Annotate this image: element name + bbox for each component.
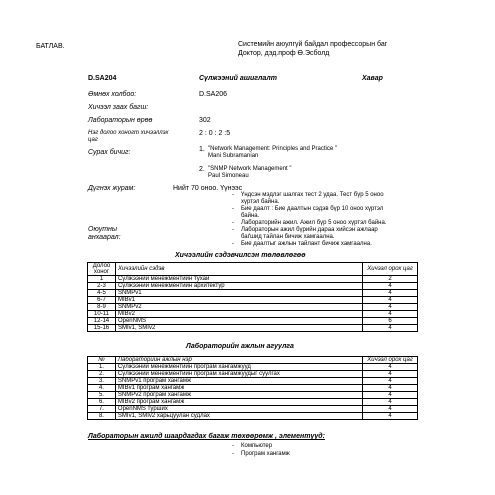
hours-cell: 4	[363, 290, 418, 297]
hours-cell: 4	[363, 399, 418, 406]
lab-cell: SNMPv2 програм хангамж	[115, 392, 362, 399]
week-cell: 8-9	[88, 304, 116, 311]
lab-cell: SNMPv1 програм хангамж	[115, 378, 362, 385]
topics-table-title: Хичээлийн сэдэвчилсэн төлөвлөгөө	[175, 252, 306, 259]
topic-cell: Сүлжээний менежментийн тухай	[115, 276, 362, 283]
grading-item: Бие даалт : Бие даалтын сэдэв бүр 10 оноо хүртэл	[241, 206, 384, 212]
num-cell: 3.	[88, 378, 116, 385]
column-header: Лабораторийн ажлын нэр	[115, 357, 362, 364]
topics-table	[87, 262, 418, 332]
grading-item: Үндсэн мэдлэг шалгах тест 2 удаа. Тест бүр 5 оноо	[241, 192, 384, 198]
textbook-num: 2.	[199, 166, 205, 173]
table-row	[88, 413, 418, 420]
topic-cell: OpenNMS	[115, 318, 362, 325]
signer-name: Доктор, дэд.проф Ө.Эсболд	[238, 50, 330, 57]
table-row	[88, 318, 418, 325]
table-row	[88, 283, 418, 290]
grading-item: Бие даалтыг ажлын тайлант бичиж хамгаална.	[241, 241, 372, 247]
table-row	[88, 371, 418, 378]
hours-cell: 4	[363, 311, 418, 318]
topic-cell: MIBv1	[115, 297, 362, 304]
table-header-row	[88, 263, 418, 276]
lab-cell: MIBv1 програм хангамж	[115, 385, 362, 392]
table-row	[88, 392, 418, 399]
textbook-num: 1.	[199, 146, 205, 153]
topic-cell: Сүлжээний менежментийн архитектур	[115, 283, 362, 290]
hours-cell: 4	[363, 413, 418, 420]
num-cell: 7.	[88, 406, 116, 413]
hours-cell: 4	[363, 283, 418, 290]
grading-item: хүртэл байна.	[241, 199, 280, 205]
hours-cell: 4	[363, 325, 418, 332]
num-cell: 6.	[88, 399, 116, 406]
num-cell: 4.	[88, 385, 116, 392]
lab-cell: SMIv1, SMIv2 харьцуулан судлах	[115, 413, 362, 420]
table-row	[88, 304, 418, 311]
table-row	[88, 399, 418, 406]
week-cell: 4-5	[88, 290, 116, 297]
approved-label: БАТЛАВ.	[36, 43, 65, 50]
topic-cell: MIBv2	[115, 311, 362, 318]
num-cell: 8.	[88, 413, 116, 420]
equipment-item: Компьютер	[241, 443, 273, 449]
lab-cell: Сүлжээний менежментийн програм хангамжууд	[115, 364, 362, 371]
hours-cell: 4	[363, 378, 418, 385]
course-season: Хавар	[362, 75, 383, 82]
info-label: Нэг долоо хоногт хичээллэх цаг	[88, 130, 169, 143]
week-cell: 10-11	[88, 311, 116, 318]
table-row	[88, 406, 418, 413]
topic-cell: SNMPv2	[115, 304, 362, 311]
signer-title: Системийн аюулгүй байдал профессорын баг	[238, 41, 388, 48]
table-header-row	[88, 357, 418, 364]
hours-cell: 4	[363, 392, 418, 399]
week-cell: 6-7	[88, 297, 116, 304]
grading-item: Лабораторын ажил бүрийн дараа хийсэн ажлаар	[241, 227, 378, 233]
num-cell: 2.	[88, 371, 116, 378]
course-code: D.SA204	[88, 75, 117, 82]
equipment-title: Лабораторын ажилд шаардагдах багаж төхөөрөмж , элементүүд:	[88, 433, 325, 440]
lab-cell: Сүлжээний менежментийн програм хангамжуудыг суулгах	[115, 371, 362, 378]
hours-cell: 4	[363, 406, 418, 413]
info-label: Хичээл заах багш:	[88, 104, 149, 111]
week-cell: 2-3	[88, 283, 116, 290]
note-label: анхаарал:	[88, 234, 121, 241]
grading-item: Лабораторийн ажил. Ажил бүр 5 оноо хүртэл байна.	[241, 220, 387, 226]
table-row	[88, 325, 418, 332]
hours-cell: 2	[363, 276, 418, 283]
hours-cell: 6	[363, 318, 418, 325]
topic-cell: SNMPv1	[115, 290, 362, 297]
column-header: Хичээл орох цаг	[363, 263, 418, 276]
table-row	[88, 364, 418, 371]
grading-bullet: -	[232, 241, 234, 247]
table-row	[88, 276, 418, 283]
table-row	[88, 378, 418, 385]
table-row	[88, 290, 418, 297]
column-header: Хичээл орох цаг	[363, 357, 418, 364]
info-value: 302	[199, 117, 211, 124]
textbook-author: Paul Simoneau	[208, 173, 249, 179]
textbooks-label: Сурах бичиг:	[88, 149, 131, 156]
hours-cell: 4	[363, 385, 418, 392]
info-value: 2 : 0 : 2 :5	[199, 130, 231, 137]
info-label: Лабораторын өрөө	[88, 117, 153, 124]
grading-total: Нийт 70 оноо. Үүнээс	[173, 185, 243, 192]
equipment-bullet: -	[232, 451, 234, 457]
column-header: №	[88, 357, 116, 364]
grading-label: Дүгнэх журам:	[88, 185, 136, 192]
table-row	[88, 385, 418, 392]
hours-cell: 4	[363, 304, 418, 311]
grading-item: баґшид тайлан бичиж хамгаална.	[241, 234, 335, 240]
grading-bullet: -	[232, 220, 234, 226]
week-cell: 1	[88, 276, 116, 283]
textbook-author: Mani Subramanian	[208, 153, 259, 159]
hours-cell: 4	[363, 364, 418, 371]
grading-bullet: -	[232, 227, 234, 233]
info-label: Өмнөх холбоо:	[88, 91, 137, 98]
lab-cell: MIBv2 програм хангамж	[115, 399, 362, 406]
week-cell: 15-16	[88, 325, 116, 332]
labs-table	[87, 356, 418, 420]
topic-cell: SMIv1, SMIv2	[115, 325, 362, 332]
equipment-item: Програм хангамж	[241, 451, 290, 457]
week-cell: 12-14	[88, 318, 116, 325]
grading-bullet: -	[232, 192, 234, 198]
num-cell: 5.	[88, 392, 116, 399]
equipment-bullet: -	[232, 443, 234, 449]
lab-cell: OpenNMS турших	[115, 406, 362, 413]
table-row	[88, 311, 418, 318]
column-header: Долоо хоног	[88, 263, 116, 276]
grading-bullet: -	[232, 206, 234, 212]
num-cell: 1.	[88, 364, 116, 371]
table-row	[88, 297, 418, 304]
labs-table-title: Лабораторийн ажлын агуулга	[186, 343, 294, 350]
course-title: Сүлжээний ашиглалт	[199, 75, 277, 82]
textbook-title: "Network Management: Principles and Practice "	[208, 146, 337, 152]
hours-cell: 4	[363, 297, 418, 304]
note-label: Оюутны	[88, 226, 118, 233]
grading-item: байна.	[241, 213, 260, 219]
hours-cell: 4	[363, 371, 418, 378]
info-value: D.SA206	[199, 91, 228, 98]
column-header: Хичээлийн сэдэв	[115, 263, 362, 276]
textbook-title: "SNMP Network Management "	[208, 166, 292, 172]
